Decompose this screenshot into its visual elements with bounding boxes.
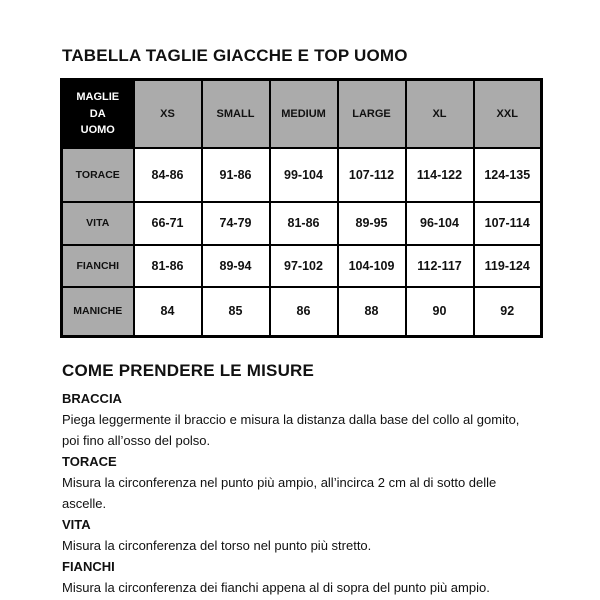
instruction-line: Misura la circonferenza dei fianchi appena al di sopra del punto più ampio.: [62, 580, 490, 595]
instruction-heading: TORACE: [62, 454, 117, 469]
size-cell: 112-117: [406, 245, 474, 287]
size-cell: 96-104: [406, 202, 474, 245]
instruction-braccia: [62, 388, 542, 451]
table-row-torace: [62, 148, 542, 202]
table-header-row: [62, 80, 542, 148]
size-cell: 84-86: [134, 148, 202, 202]
size-cell: 90: [406, 287, 474, 337]
column-header-large: LARGE: [338, 80, 406, 148]
instruction-line: Misura la circonferenza del torso nel punto più stretto.: [62, 538, 372, 553]
column-header-medium: MEDIUM: [270, 80, 338, 148]
size-cell: 119-124: [474, 245, 542, 287]
measurement-instructions: [62, 388, 542, 598]
instruction-fianchi: [62, 556, 542, 598]
size-cell: 81-86: [134, 245, 202, 287]
instruction-heading: BRACCIA: [62, 391, 122, 406]
size-cell: 89-95: [338, 202, 406, 245]
size-cell: 66-71: [134, 202, 202, 245]
size-cell: 114-122: [406, 148, 474, 202]
corner-cell: MAGLIE DA UOMO: [62, 80, 134, 148]
size-cell: 81-86: [270, 202, 338, 245]
size-cell: 99-104: [270, 148, 338, 202]
size-cell: 92: [474, 287, 542, 337]
table-row-vita: [62, 202, 542, 245]
row-label-fianchi: FIANCHI: [62, 245, 134, 287]
instruction-line: poi fino all’osso del polso.: [62, 433, 211, 448]
column-header-small: SMALL: [202, 80, 270, 148]
row-label-torace: TORACE: [62, 148, 134, 202]
instruction-line: ascelle.: [62, 496, 107, 511]
size-cell: 86: [270, 287, 338, 337]
instruction-torace: [62, 451, 542, 514]
size-cell: 107-114: [474, 202, 542, 245]
instruction-heading: FIANCHI: [62, 559, 115, 574]
table-row-maniche: [62, 287, 542, 337]
size-cell: 107-112: [338, 148, 406, 202]
instruction-line: Piega leggermente il braccio e misura la distanza dalla base del collo al gomito,: [62, 412, 520, 427]
size-cell: 104-109: [338, 245, 406, 287]
table-row-fianchi: [62, 245, 542, 287]
size-table: [60, 78, 543, 338]
column-header-xl: XL: [406, 80, 474, 148]
instruction-line: Misura la circonferenza nel punto più ampio, all’incirca 2 cm al di sotto delle: [62, 475, 497, 490]
instruction-vita: [62, 514, 542, 556]
size-cell: 74-79: [202, 202, 270, 245]
instruction-heading: VITA: [62, 517, 91, 532]
row-label-vita: VITA: [62, 202, 134, 245]
size-cell: 124-135: [474, 148, 542, 202]
size-cell: 84: [134, 287, 202, 337]
size-cell: 97-102: [270, 245, 338, 287]
column-header-xs: XS: [134, 80, 202, 148]
section-title: COME PRENDERE LE MISURE: [62, 361, 315, 380]
size-cell: 91-86: [202, 148, 270, 202]
column-header-xxl: XXL: [474, 80, 542, 148]
size-cell: 88: [338, 287, 406, 337]
page-title: TABELLA TAGLIE GIACCHE E TOP UOMO: [62, 46, 408, 65]
row-label-maniche: MANICHE: [62, 287, 134, 337]
size-cell: 89-94: [202, 245, 270, 287]
size-cell: 85: [202, 287, 270, 337]
